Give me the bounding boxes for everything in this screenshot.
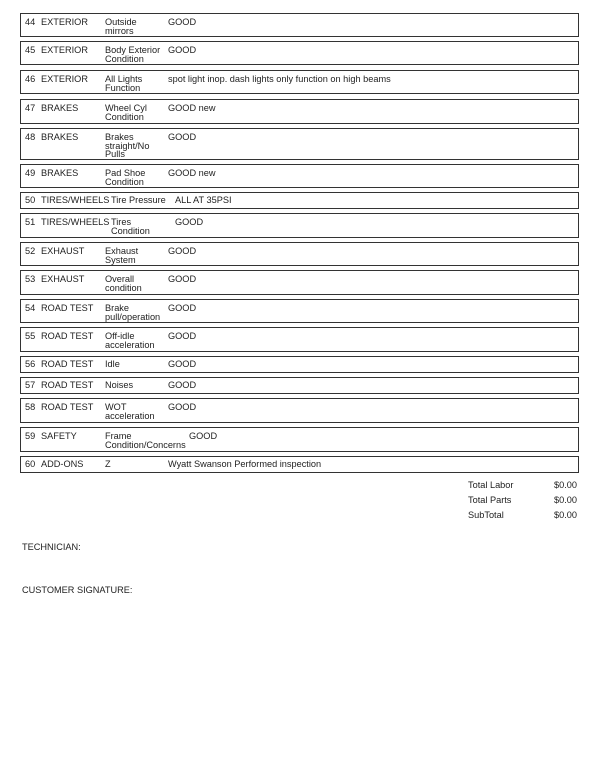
subtotal-value: $0.00: [554, 510, 577, 520]
subtotal-row: [468, 511, 580, 526]
item-category: EXTERIOR: [41, 17, 88, 27]
inspection-row: [20, 164, 579, 188]
item-result: GOOD new: [168, 168, 216, 178]
total-parts-row: [468, 496, 580, 511]
item-result: Wyatt Swanson Performed inspection: [168, 459, 322, 469]
item-result: GOOD: [168, 303, 197, 313]
item-category: ROAD TEST: [41, 380, 94, 390]
item-category: TIRES/WHEELS: [41, 217, 110, 227]
item-result: GOOD: [168, 380, 197, 390]
item-result: GOOD: [168, 17, 197, 27]
item-category: BRAKES: [41, 132, 79, 142]
item-name: Z: [105, 459, 111, 469]
item-number: 59: [25, 431, 36, 441]
item-name: Off-idle acceleration: [105, 331, 155, 350]
item-number: 51: [25, 217, 36, 227]
item-name: All Lights Function: [105, 74, 143, 93]
item-category: EXHAUST: [41, 274, 85, 284]
item-number: 54: [25, 303, 36, 313]
item-number: 45: [25, 45, 36, 55]
item-name: Tire Pressure: [111, 195, 166, 205]
item-category: TIRES/WHEELS: [41, 195, 110, 205]
inspection-row: [20, 213, 579, 238]
inspection-row: [20, 242, 579, 266]
item-number: 46: [25, 74, 36, 84]
item-result: GOOD: [168, 45, 197, 55]
inspection-row: [20, 13, 579, 37]
item-category: EXHAUST: [41, 246, 85, 256]
item-category: EXTERIOR: [41, 74, 88, 84]
item-result: GOOD: [168, 274, 197, 284]
item-number: 48: [25, 132, 36, 142]
item-category: ROAD TEST: [41, 402, 94, 412]
total-parts-value: $0.00: [554, 495, 577, 505]
item-result: GOOD new: [168, 103, 216, 113]
item-name: Tires Condition: [111, 217, 150, 236]
total-parts-label: Total Parts: [468, 495, 512, 505]
item-result: GOOD: [168, 132, 197, 142]
totals-block: [468, 481, 580, 526]
item-number: 50: [25, 195, 36, 205]
inspection-row: [20, 70, 579, 94]
item-name: Overall condition: [105, 274, 142, 293]
item-number: 53: [25, 274, 36, 284]
item-name: WOT acceleration: [105, 402, 155, 421]
item-name: Brakes straight/No Pulls: [105, 132, 150, 160]
item-result: GOOD: [175, 217, 204, 227]
item-result: GOOD: [168, 331, 197, 341]
inspection-row: [20, 299, 579, 323]
item-name: Idle: [105, 359, 120, 369]
inspection-row: [20, 356, 579, 373]
item-number: 55: [25, 331, 36, 341]
item-number: 56: [25, 359, 36, 369]
item-category: EXTERIOR: [41, 45, 88, 55]
item-category: ROAD TEST: [41, 331, 94, 341]
item-category: ROAD TEST: [41, 303, 94, 313]
item-number: 52: [25, 246, 36, 256]
technician-label: TECHNICIAN:: [22, 542, 81, 552]
item-category: SAFETY: [41, 431, 77, 441]
item-name: Body Exterior Condition: [105, 45, 161, 64]
total-labor-label: Total Labor: [468, 480, 514, 490]
item-name: Brake pull/operation: [105, 303, 161, 322]
item-result: GOOD: [168, 246, 197, 256]
item-name: Frame Condition/Concerns: [105, 431, 186, 450]
item-number: 57: [25, 380, 36, 390]
inspection-row: [20, 327, 579, 352]
item-category: BRAKES: [41, 168, 79, 178]
item-result: GOOD: [189, 431, 218, 441]
inspection-row: [20, 398, 579, 423]
item-result: ALL AT 35PSI: [175, 195, 232, 205]
item-number: 47: [25, 103, 36, 113]
item-category: ROAD TEST: [41, 359, 94, 369]
item-category: BRAKES: [41, 103, 79, 113]
inspection-row: [20, 192, 579, 209]
item-name: Outside mirrors: [105, 17, 137, 36]
item-result: GOOD: [168, 359, 197, 369]
item-result: GOOD: [168, 402, 197, 412]
item-name: Noises: [105, 380, 134, 390]
item-name: Pad Shoe Condition: [105, 168, 146, 187]
item-number: 60: [25, 459, 36, 469]
inspection-row: [20, 427, 579, 452]
inspection-row: [20, 41, 579, 65]
inspection-row: [20, 377, 579, 394]
customer-signature-label: CUSTOMER SIGNATURE:: [22, 585, 133, 595]
item-category: ADD-ONS: [41, 459, 84, 469]
item-name: Exhaust System: [105, 246, 139, 265]
subtotal-label: SubTotal: [468, 510, 504, 520]
inspection-row: [20, 99, 579, 124]
item-result: spot light inop. dash lights only function on high beams: [168, 74, 391, 84]
item-number: 49: [25, 168, 36, 178]
inspection-row: [20, 270, 579, 295]
inspection-row: [20, 128, 579, 160]
item-name: Wheel Cyl Condition: [105, 103, 147, 122]
total-labor-value: $0.00: [554, 480, 577, 490]
total-labor-row: [468, 481, 580, 496]
item-number: 58: [25, 402, 36, 412]
item-number: 44: [25, 17, 36, 27]
inspection-row: [20, 456, 579, 473]
